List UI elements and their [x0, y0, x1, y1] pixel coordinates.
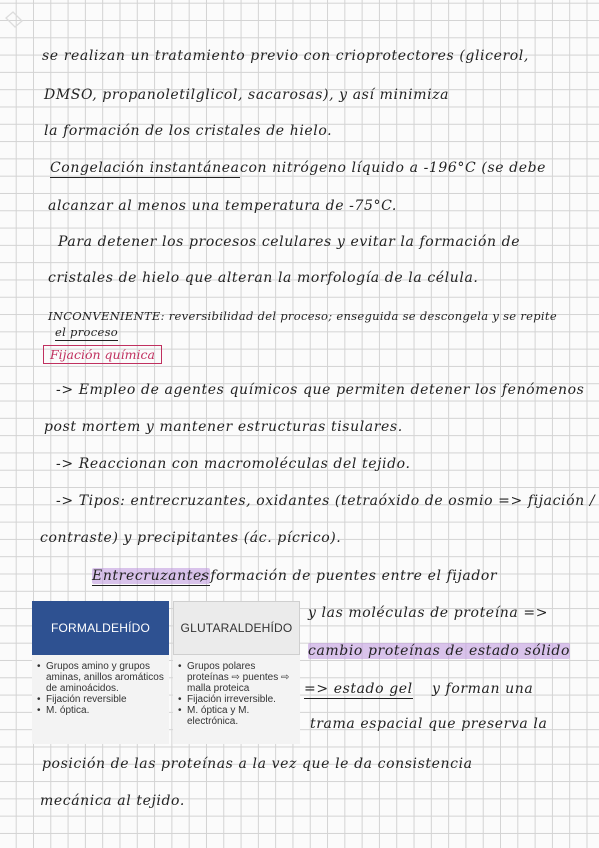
glutaraldehido-card	[173, 601, 300, 744]
note-line-14: -> Reaccionan con macromoléculas del tejido.	[56, 456, 411, 472]
note-line-7: Para detener los procesos celulares y evitar la formación de	[58, 234, 521, 250]
highlight: cambio proteínas de estado sólido	[308, 643, 570, 659]
note-line-21	[304, 681, 413, 697]
note-line-15: -> Tipos: entrecruzantes, oxidantes (tetraóxido de osmio => fijación /	[56, 493, 596, 509]
note-line-18: ; formación de puentes entre el fijador	[200, 568, 498, 584]
list-item: • Grupos amino y grupos aminas, anillos aromáticos de aminoácidos.	[37, 661, 165, 694]
note-line-13: post mortem y mantener estructuras tisulares.	[44, 419, 403, 435]
note-line-20	[308, 643, 570, 659]
note-line-5: con nitrógeno líquido a -196°C (se debe	[240, 160, 547, 176]
note-line-22: y forman una	[432, 681, 534, 697]
note-line-24: posición de las proteínas a la vez que le da consistencia	[42, 756, 473, 772]
list-item: • Grupos polares proteínas ⇨ puentes ⇨ malla proteica	[178, 661, 296, 694]
list-item: • Fijación reversible	[37, 694, 165, 705]
card-title: FORMALDEHÍDO	[32, 601, 169, 655]
heading-fijacion-quimica: Fijación química	[43, 345, 162, 364]
note-line-23: trama espacial que preserva la	[310, 716, 548, 732]
note-line-2: DMSO, propanoletilglicol, sacarosas), y así minimiza	[44, 87, 450, 103]
card-list	[32, 661, 169, 716]
note-line-19: y las moléculas de proteína =>	[308, 605, 549, 621]
list-item: • M. óptica y M. electrónica.	[178, 705, 296, 727]
card-title: GLUTARALDEHÍDO	[173, 601, 300, 655]
note-line-6: alcanzar al menos una temperatura de -75°C.	[48, 198, 397, 214]
heading-entrecruzantes	[92, 568, 210, 586]
note-line-1: se realizan un tratamiento previo con crioprotectores (glicerol,	[42, 48, 529, 64]
list-item: • M. óptica.	[37, 705, 165, 716]
pencil-mark-icon	[2, 4, 32, 34]
inconveniente-line: INCONVENIENTE: reversibilidad del proceso; enseguida se descongela y se repite	[48, 309, 557, 323]
formaldehido-card	[32, 601, 169, 744]
list-item: • Fijación irreversible.	[178, 694, 296, 705]
note-line-25: mecánica al tejido.	[40, 793, 185, 809]
inconveniente-line-2: el proceso	[55, 325, 118, 339]
note-line-3: la formación de los cristales de hielo.	[44, 123, 333, 139]
heading-congelacion: Congelación instantánea	[50, 160, 240, 176]
note-line-12: -> Empleo de agentes químicos que permiten detener los fenómenos	[56, 382, 585, 398]
estado-gel: => estado gel	[304, 681, 413, 697]
highlight: Entrecruzantes	[92, 568, 210, 584]
note-line-16: contraste) y precipitantes (ác. pícrico).	[40, 530, 342, 546]
note-line-8: cristales de hielo que alteran la morfología de la célula.	[48, 270, 479, 286]
card-list	[173, 661, 300, 727]
